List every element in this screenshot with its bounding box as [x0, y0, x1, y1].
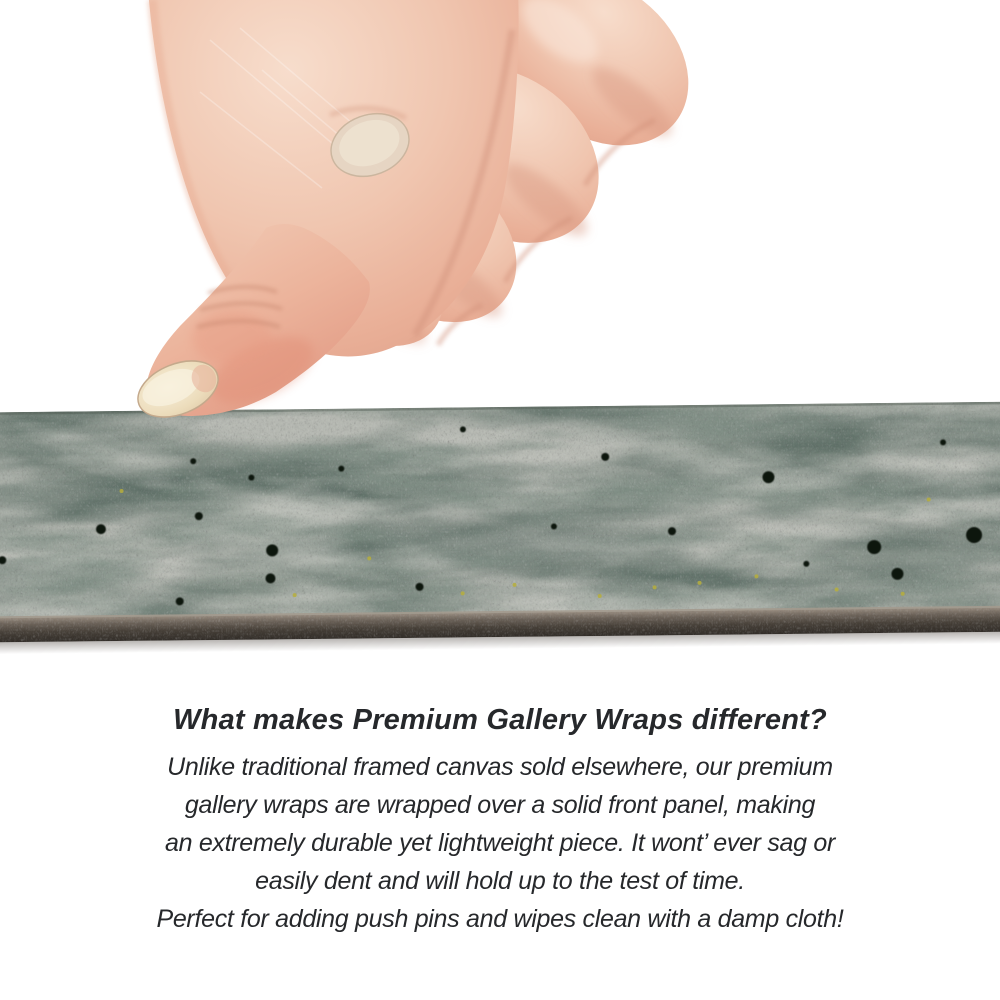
hand-photo	[0, 0, 1000, 435]
info-heading: What makes Premium Gallery Wraps different?	[173, 704, 827, 736]
info-line-4: easily dent and will hold up to the test of time.	[255, 867, 745, 895]
canvas-strip-graphic	[0, 402, 1000, 663]
info-line-2: gallery wraps are wrapped over a solid front panel, making	[184, 791, 816, 819]
thumb-tip-blush	[192, 310, 272, 366]
info-text-block	[0, 700, 1000, 938]
info-line-1: Unlike traditional framed canvas sold elsewhere, our premium	[167, 753, 833, 781]
info-line-5: Perfect for adding push pins and wipes clean with a damp cloth!	[156, 905, 844, 933]
info-line-3: an extremely durable yet lightweight piece. It wont’ ever sag or	[164, 829, 836, 857]
canvas-strip	[0, 402, 1000, 663]
